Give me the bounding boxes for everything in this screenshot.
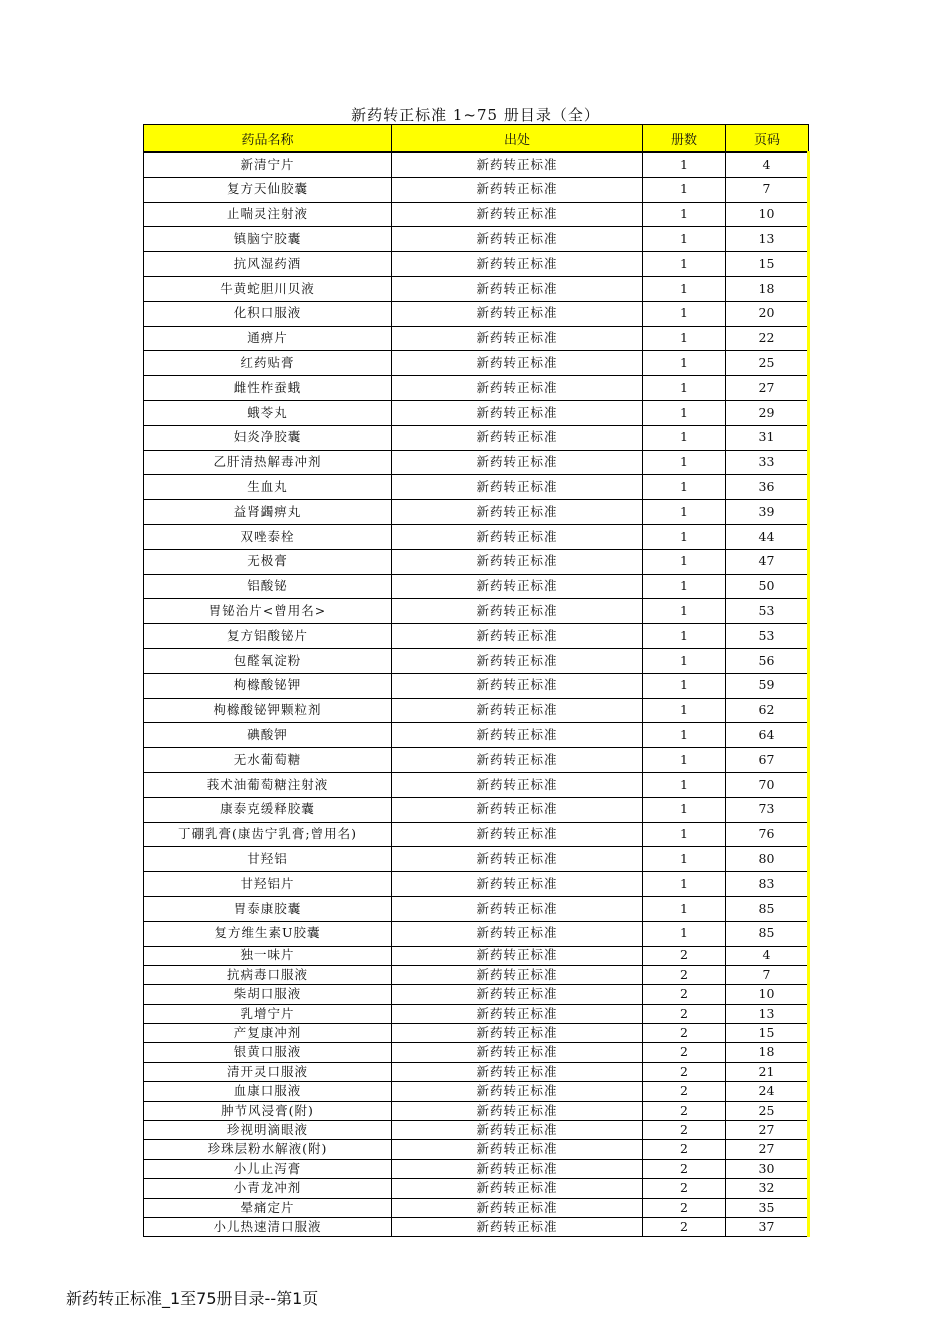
table-row — [144, 1159, 809, 1178]
table-header-row — [144, 125, 809, 153]
cell-name: 化积口服液 — [144, 301, 392, 326]
cell-page: 53 — [726, 624, 809, 649]
cell-name: 枸橼酸铋钾 — [144, 673, 392, 698]
table-row — [144, 772, 809, 797]
cell-volume: 2 — [643, 1179, 726, 1198]
cell-source: 新药转正标准 — [392, 1062, 643, 1081]
cell-source: 新药转正标准 — [392, 351, 643, 376]
table-row — [144, 1140, 809, 1159]
cell-volume: 1 — [643, 152, 726, 177]
table-row — [144, 673, 809, 698]
table-row — [144, 723, 809, 748]
cell-name: 晕痛定片 — [144, 1198, 392, 1217]
table-row — [144, 599, 809, 624]
cell-name: 止喘灵注射液 — [144, 202, 392, 227]
cell-volume: 1 — [643, 797, 726, 822]
cell-volume: 1 — [643, 252, 726, 277]
cell-name: 莪术油葡萄糖注射液 — [144, 772, 392, 797]
cell-source: 新药转正标准 — [392, 1024, 643, 1043]
cell-name: 珍视明滴眼液 — [144, 1121, 392, 1140]
cell-page: 7 — [726, 177, 809, 202]
cell-page: 85 — [726, 921, 809, 946]
cell-source: 新药转正标准 — [392, 202, 643, 227]
header-source: 出处 — [392, 125, 643, 153]
cell-name: 抗风湿药酒 — [144, 252, 392, 277]
cell-source: 新药转正标准 — [392, 450, 643, 475]
cell-page: 56 — [726, 648, 809, 673]
table-row — [144, 1043, 809, 1062]
cell-page: 67 — [726, 748, 809, 773]
cell-name: 复方铝酸铋片 — [144, 624, 392, 649]
cell-name: 无水葡萄糖 — [144, 748, 392, 773]
cell-name: 雌性柞蚕蛾 — [144, 376, 392, 401]
cell-source: 新药转正标准 — [392, 797, 643, 822]
cell-volume: 1 — [643, 673, 726, 698]
cell-page: 36 — [726, 475, 809, 500]
cell-page: 76 — [726, 822, 809, 847]
cell-name: 小儿止泻膏 — [144, 1159, 392, 1178]
cell-page: 4 — [726, 946, 809, 965]
cell-volume: 2 — [643, 1159, 726, 1178]
cell-source: 新药转正标准 — [392, 896, 643, 921]
cell-name: 康泰克缓释胶囊 — [144, 797, 392, 822]
cell-page: 37 — [726, 1217, 809, 1236]
cell-source: 新药转正标准 — [392, 847, 643, 872]
cell-name: 包醛氧淀粉 — [144, 648, 392, 673]
cell-volume: 1 — [643, 177, 726, 202]
table-row — [144, 1024, 809, 1043]
cell-name: 枸橼酸铋钾颗粒剂 — [144, 698, 392, 723]
cell-volume: 2 — [643, 1101, 726, 1120]
cell-volume: 1 — [643, 400, 726, 425]
cell-name: 无极膏 — [144, 549, 392, 574]
cell-page: 15 — [726, 1024, 809, 1043]
cell-source: 新药转正标准 — [392, 227, 643, 252]
cell-source: 新药转正标准 — [392, 400, 643, 425]
table-row — [144, 376, 809, 401]
cell-source: 新药转正标准 — [392, 772, 643, 797]
cell-page: 35 — [726, 1198, 809, 1217]
cell-volume: 2 — [643, 965, 726, 984]
cell-page: 47 — [726, 549, 809, 574]
cell-name: 甘羟铝 — [144, 847, 392, 872]
page-footer: 新药转正标准_1至75册目录--第1页 — [66, 1289, 319, 1308]
cell-source: 新药转正标准 — [392, 500, 643, 525]
table-row — [144, 985, 809, 1004]
cell-volume: 2 — [643, 1004, 726, 1023]
table-body — [144, 152, 809, 1237]
cell-source: 新药转正标准 — [392, 599, 643, 624]
table-row — [144, 1121, 809, 1140]
cell-name: 珍珠层粉水解液(附) — [144, 1140, 392, 1159]
cell-source: 新药转正标准 — [392, 301, 643, 326]
cell-name: 胃泰康胶囊 — [144, 896, 392, 921]
cell-page: 22 — [726, 326, 809, 351]
cell-page: 33 — [726, 450, 809, 475]
cell-volume: 1 — [643, 896, 726, 921]
table-row — [144, 227, 809, 252]
cell-source: 新药转正标准 — [392, 1198, 643, 1217]
cell-page: 20 — [726, 301, 809, 326]
cell-volume: 2 — [643, 985, 726, 1004]
table-row — [144, 624, 809, 649]
cell-source: 新药转正标准 — [392, 1101, 643, 1120]
table-row — [144, 748, 809, 773]
cell-source: 新药转正标准 — [392, 1004, 643, 1023]
cell-name: 生血丸 — [144, 475, 392, 500]
cell-name: 牛黄蛇胆川贝液 — [144, 276, 392, 301]
cell-source: 新药转正标准 — [392, 1082, 643, 1101]
cell-source: 新药转正标准 — [392, 1140, 643, 1159]
table-row — [144, 822, 809, 847]
cell-source: 新药转正标准 — [392, 177, 643, 202]
cell-page: 27 — [726, 1121, 809, 1140]
cell-volume: 1 — [643, 376, 726, 401]
cell-name: 双唑泰栓 — [144, 524, 392, 549]
table-row — [144, 276, 809, 301]
cell-page: 27 — [726, 1140, 809, 1159]
cell-name: 碘酸钾 — [144, 723, 392, 748]
cell-page: 50 — [726, 574, 809, 599]
cell-source: 新药转正标准 — [392, 326, 643, 351]
table-row — [144, 202, 809, 227]
cell-page: 4 — [726, 152, 809, 177]
table-row — [144, 1101, 809, 1120]
cell-name: 清开灵口服液 — [144, 1062, 392, 1081]
cell-volume: 1 — [643, 648, 726, 673]
cell-page: 44 — [726, 524, 809, 549]
cell-volume: 2 — [643, 1082, 726, 1101]
cell-page: 32 — [726, 1179, 809, 1198]
cell-page: 53 — [726, 599, 809, 624]
cell-name: 抗病毒口服液 — [144, 965, 392, 984]
cell-source: 新药转正标准 — [392, 574, 643, 599]
cell-page: 13 — [726, 1004, 809, 1023]
cell-page: 39 — [726, 500, 809, 525]
cell-source: 新药转正标准 — [392, 276, 643, 301]
table-row — [144, 252, 809, 277]
cell-name: 血康口服液 — [144, 1082, 392, 1101]
table-row — [144, 896, 809, 921]
cell-source: 新药转正标准 — [392, 549, 643, 574]
cell-volume: 1 — [643, 847, 726, 872]
table-row — [144, 301, 809, 326]
cell-page: 59 — [726, 673, 809, 698]
cell-page: 21 — [726, 1062, 809, 1081]
cell-volume: 1 — [643, 450, 726, 475]
cell-name: 胃铋治片<曾用名> — [144, 599, 392, 624]
cell-volume: 1 — [643, 599, 726, 624]
cell-source: 新药转正标准 — [392, 624, 643, 649]
cell-page: 24 — [726, 1082, 809, 1101]
cell-page: 29 — [726, 400, 809, 425]
cell-volume: 1 — [643, 425, 726, 450]
cell-name: 小儿热速清口服液 — [144, 1217, 392, 1236]
cell-page: 70 — [726, 772, 809, 797]
cell-source: 新药转正标准 — [392, 252, 643, 277]
table-row — [144, 965, 809, 984]
cell-name: 小青龙冲剂 — [144, 1179, 392, 1198]
table-row — [144, 1198, 809, 1217]
cell-volume: 2 — [643, 1140, 726, 1159]
table-row — [144, 500, 809, 525]
cell-name: 产复康冲剂 — [144, 1024, 392, 1043]
table-row — [144, 1179, 809, 1198]
cell-volume: 1 — [643, 301, 726, 326]
table-row — [144, 648, 809, 673]
cell-name: 乳增宁片 — [144, 1004, 392, 1023]
table-row — [144, 698, 809, 723]
table-row — [144, 1217, 809, 1236]
cell-page: 25 — [726, 1101, 809, 1120]
cell-page: 10 — [726, 985, 809, 1004]
cell-volume: 1 — [643, 276, 726, 301]
cell-source: 新药转正标准 — [392, 524, 643, 549]
cell-page: 7 — [726, 965, 809, 984]
cell-source: 新药转正标准 — [392, 872, 643, 897]
cell-volume: 2 — [643, 1198, 726, 1217]
cell-page: 18 — [726, 276, 809, 301]
cell-name: 蛾苓丸 — [144, 400, 392, 425]
cell-name: 肿节风浸膏(附) — [144, 1101, 392, 1120]
header-drug-name: 药品名称 — [144, 125, 392, 153]
cell-volume: 2 — [643, 1121, 726, 1140]
cell-name: 复方维生素U胶囊 — [144, 921, 392, 946]
cell-name: 乙肝清热解毒冲剂 — [144, 450, 392, 475]
table-row — [144, 574, 809, 599]
cell-source: 新药转正标准 — [392, 985, 643, 1004]
cell-volume: 1 — [643, 326, 726, 351]
cell-volume: 1 — [643, 624, 726, 649]
cell-volume: 1 — [643, 524, 726, 549]
cell-source: 新药转正标准 — [392, 921, 643, 946]
cell-source: 新药转正标准 — [392, 648, 643, 673]
table-row — [144, 351, 809, 376]
cell-page: 25 — [726, 351, 809, 376]
cell-name: 新清宁片 — [144, 152, 392, 177]
cell-source: 新药转正标准 — [392, 946, 643, 965]
cell-page: 64 — [726, 723, 809, 748]
table-row — [144, 797, 809, 822]
table-row — [144, 847, 809, 872]
cell-name: 通痹片 — [144, 326, 392, 351]
cell-source: 新药转正标准 — [392, 1121, 643, 1140]
cell-page: 27 — [726, 376, 809, 401]
table-row — [144, 1004, 809, 1023]
cell-page: 62 — [726, 698, 809, 723]
cell-volume: 1 — [643, 500, 726, 525]
cell-volume: 2 — [643, 946, 726, 965]
cell-page: 31 — [726, 425, 809, 450]
table-row — [144, 450, 809, 475]
cell-source: 新药转正标准 — [392, 425, 643, 450]
cell-page: 30 — [726, 1159, 809, 1178]
cell-page: 15 — [726, 252, 809, 277]
cell-name: 银黄口服液 — [144, 1043, 392, 1062]
cell-source: 新药转正标准 — [392, 475, 643, 500]
cell-name: 红药贴膏 — [144, 351, 392, 376]
cell-name: 丁硼乳膏(康齿宁乳膏;曾用名) — [144, 822, 392, 847]
cell-name: 复方天仙胶囊 — [144, 177, 392, 202]
table-row — [144, 921, 809, 946]
header-page: 页码 — [726, 125, 809, 153]
cell-volume: 1 — [643, 772, 726, 797]
cell-volume: 1 — [643, 351, 726, 376]
cell-volume: 2 — [643, 1043, 726, 1062]
table-row — [144, 177, 809, 202]
cell-page: 80 — [726, 847, 809, 872]
table-row — [144, 872, 809, 897]
table-row — [144, 400, 809, 425]
cell-name: 妇炎净胶囊 — [144, 425, 392, 450]
document-title: 新药转正标准 1~75 册目录（全） — [351, 106, 600, 124]
table-row — [144, 326, 809, 351]
cell-volume: 2 — [643, 1217, 726, 1236]
cell-volume: 1 — [643, 227, 726, 252]
cell-source: 新药转正标准 — [392, 1043, 643, 1062]
cell-volume: 1 — [643, 202, 726, 227]
cell-name: 益肾蠲痹丸 — [144, 500, 392, 525]
cell-source: 新药转正标准 — [392, 1217, 643, 1236]
table-row — [144, 152, 809, 177]
cell-page: 13 — [726, 227, 809, 252]
cell-volume: 1 — [643, 475, 726, 500]
table-row — [144, 1082, 809, 1101]
cell-name: 柴胡口服液 — [144, 985, 392, 1004]
header-volume: 册数 — [643, 125, 726, 153]
table-row — [144, 425, 809, 450]
table-row — [144, 946, 809, 965]
cell-source: 新药转正标准 — [392, 376, 643, 401]
table-row — [144, 549, 809, 574]
cell-name: 甘羟铝片 — [144, 872, 392, 897]
table-row — [144, 524, 809, 549]
cell-name: 镇脑宁胶囊 — [144, 227, 392, 252]
cell-source: 新药转正标准 — [392, 822, 643, 847]
cell-source: 新药转正标准 — [392, 673, 643, 698]
cell-page: 83 — [726, 872, 809, 897]
cell-source: 新药转正标准 — [392, 152, 643, 177]
cell-source: 新药转正标准 — [392, 1159, 643, 1178]
cell-volume: 1 — [643, 872, 726, 897]
catalog-table — [143, 124, 810, 1237]
cell-source: 新药转正标准 — [392, 723, 643, 748]
table-row — [144, 1062, 809, 1081]
cell-name: 独一味片 — [144, 946, 392, 965]
cell-volume: 1 — [643, 549, 726, 574]
cell-volume: 2 — [643, 1062, 726, 1081]
cell-page: 10 — [726, 202, 809, 227]
cell-volume: 1 — [643, 822, 726, 847]
cell-volume: 1 — [643, 574, 726, 599]
cell-volume: 1 — [643, 723, 726, 748]
cell-volume: 1 — [643, 921, 726, 946]
cell-volume: 1 — [643, 698, 726, 723]
cell-source: 新药转正标准 — [392, 698, 643, 723]
cell-source: 新药转正标准 — [392, 1179, 643, 1198]
table-row — [144, 475, 809, 500]
cell-page: 18 — [726, 1043, 809, 1062]
cell-page: 85 — [726, 896, 809, 921]
cell-source: 新药转正标准 — [392, 965, 643, 984]
cell-source: 新药转正标准 — [392, 748, 643, 773]
cell-name: 铝酸铋 — [144, 574, 392, 599]
cell-volume: 1 — [643, 748, 726, 773]
cell-page: 73 — [726, 797, 809, 822]
cell-volume: 2 — [643, 1024, 726, 1043]
